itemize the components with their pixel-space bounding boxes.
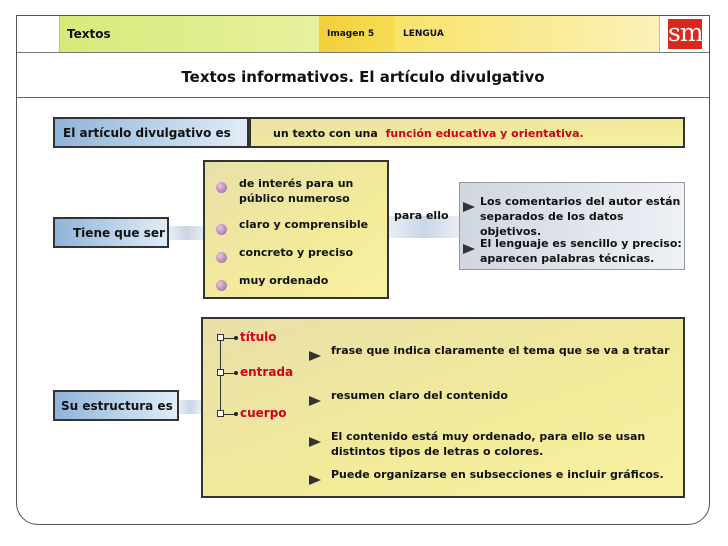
tree-dot xyxy=(234,371,238,375)
structure-part-desc: frase que indica claramente el tema que se va a tratar xyxy=(331,344,670,357)
tree-dot xyxy=(234,412,238,416)
header-section-title: Textos xyxy=(67,27,111,41)
tree-dot xyxy=(234,336,238,340)
connector-band xyxy=(179,400,201,414)
page-title: Textos informativos. El artículo divulgativo xyxy=(181,68,545,86)
purple-sphere-bullet-icon xyxy=(216,248,227,267)
title-rule xyxy=(17,97,709,98)
definition-text xyxy=(273,127,584,140)
header-image-label: Imagen 5 xyxy=(327,29,375,39)
requirement-item: concreto y preciso xyxy=(239,246,354,259)
slide-frame xyxy=(16,15,710,525)
connector-band xyxy=(169,226,205,240)
header-divider xyxy=(659,16,660,52)
triangle-arrow-right-icon xyxy=(309,432,321,451)
connector-label: para ello xyxy=(394,209,449,222)
triangle-arrow-right-icon xyxy=(309,470,321,489)
tree-node xyxy=(217,369,224,376)
purple-sphere-bullet-icon xyxy=(216,276,227,295)
header-subject-label: LENGUA xyxy=(403,29,444,39)
result-item: El lenguaje es sencillo y preciso: aparecen palabras técnicas. xyxy=(480,237,682,265)
requirements-box xyxy=(203,160,389,299)
structure-part-desc: resumen claro del contenido xyxy=(331,389,508,402)
result-item: Los comentarios del autor están separados de los datos objetivos. xyxy=(480,195,681,238)
structure-label: Su estructura es xyxy=(61,399,173,413)
structure-part-title: cuerpo xyxy=(240,406,287,420)
definition-text-prefix: un texto con una xyxy=(273,127,378,140)
requirements-label-box xyxy=(53,217,169,248)
triangle-arrow-right-icon xyxy=(309,346,321,365)
tree-node xyxy=(217,334,224,341)
header-divider xyxy=(59,16,60,52)
tree-line xyxy=(220,337,221,417)
purple-sphere-bullet-icon xyxy=(216,178,227,197)
triangle-arrow-right-icon xyxy=(463,239,475,258)
tree-branch xyxy=(224,373,234,374)
requirements-label: Tiene que ser xyxy=(73,226,165,240)
definition-label-box xyxy=(53,117,249,148)
header-left-blank xyxy=(17,16,59,52)
triangle-arrow-right-icon xyxy=(309,391,321,410)
requirement-item: de interés para un público numeroso xyxy=(239,177,354,205)
structure-part-title: título xyxy=(240,330,277,344)
tree-branch xyxy=(224,338,234,339)
definition-label: El artículo divulgativo es xyxy=(63,126,231,140)
definition-highlight: función educativa y orientativa. xyxy=(385,127,584,140)
structure-part-title: entrada xyxy=(240,365,294,379)
header-bottom-rule xyxy=(17,52,709,53)
structure-box xyxy=(201,317,685,498)
requirement-item: muy ordenado xyxy=(239,274,329,287)
requirement-item: claro y comprensible xyxy=(239,218,369,231)
results-box xyxy=(459,182,685,270)
sm-logo: sm xyxy=(668,18,703,47)
tree-node xyxy=(217,410,224,417)
definition-text-box xyxy=(249,117,685,148)
triangle-arrow-right-icon xyxy=(463,197,475,216)
structure-part-desc: Puede organizarse en subsecciones e incluir gráficos. xyxy=(331,468,664,481)
structure-part-desc: El contenido está muy ordenado, para ello se usan distintos tipos de letras o colores. xyxy=(331,430,646,458)
purple-sphere-bullet-icon xyxy=(216,220,227,239)
tree-branch xyxy=(224,414,234,415)
structure-label-box xyxy=(53,390,179,421)
